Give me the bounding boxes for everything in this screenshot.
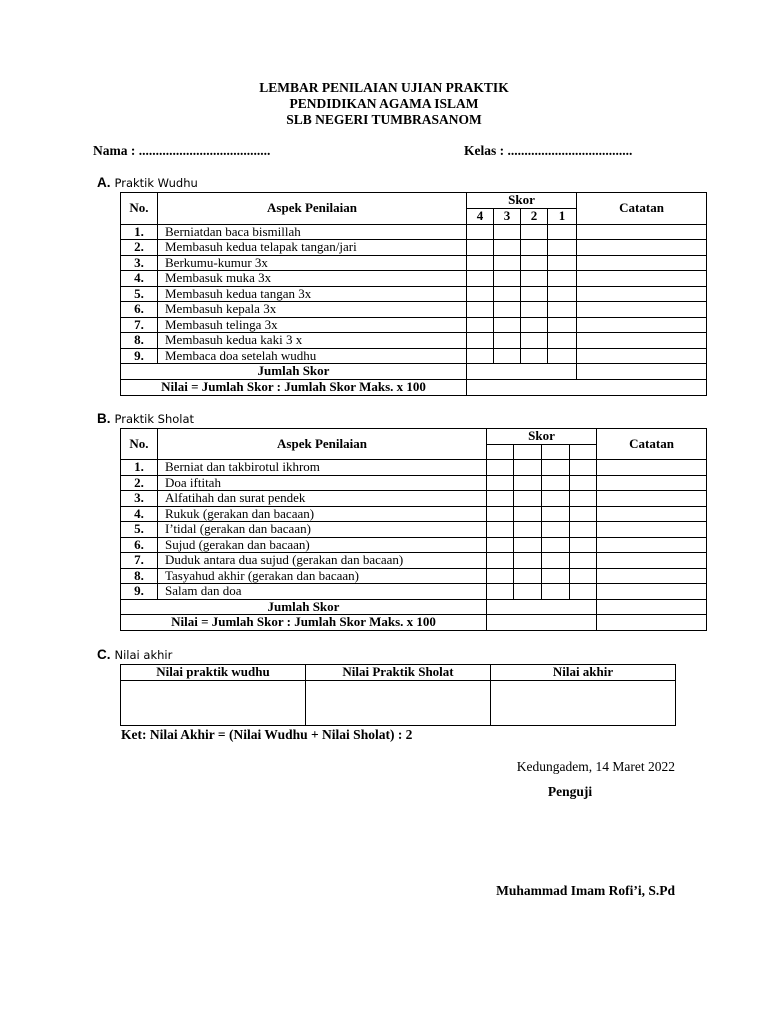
notes-cell[interactable] xyxy=(577,317,707,333)
row-aspect: Membasuh kedua tangan 3x xyxy=(158,286,467,302)
col-aspek-header: Aspek Penilaian xyxy=(158,193,467,225)
place-date: Kedungadem, 14 Maret 2022 xyxy=(516,759,675,774)
notes-cell[interactable] xyxy=(577,271,707,287)
notes-cell[interactable] xyxy=(597,568,707,584)
score-cell[interactable] xyxy=(494,271,521,287)
row-number: 7. xyxy=(121,553,158,569)
score-cell[interactable] xyxy=(487,475,514,491)
score-cell[interactable] xyxy=(494,333,521,349)
score-cell[interactable] xyxy=(467,348,494,364)
score-cell[interactable] xyxy=(487,491,514,507)
nilai-akhir-cell[interactable] xyxy=(491,681,676,726)
col-catatan-header: Catatan xyxy=(597,429,707,460)
notes-cell[interactable] xyxy=(577,364,707,380)
row-number: 2. xyxy=(121,475,158,491)
nama-field: Nama : ....................................... xyxy=(93,143,271,158)
examiner-name: Muhammad Imam Rofi’i, S.Pd xyxy=(496,883,675,898)
score-cell[interactable] xyxy=(487,568,514,584)
total-row xyxy=(121,599,707,615)
row-number: 4. xyxy=(121,506,158,522)
score-cell[interactable] xyxy=(570,460,597,476)
nilai-wudhu-header: Nilai praktik wudhu xyxy=(121,665,306,681)
score-cell[interactable] xyxy=(494,286,521,302)
nilai-sholat-header: Nilai Praktik Sholat xyxy=(306,665,491,681)
score-cell[interactable] xyxy=(467,333,494,349)
notes-cell[interactable] xyxy=(597,460,707,476)
table-row xyxy=(121,302,707,318)
sholat-rows xyxy=(121,460,707,631)
score-cell[interactable] xyxy=(542,584,570,600)
row-aspect: Duduk antara dua sujud (gerakan dan bacaan) xyxy=(158,553,487,569)
score-cell[interactable] xyxy=(570,475,597,491)
total-row xyxy=(121,364,707,380)
table-row xyxy=(121,348,707,364)
section-b-title: Praktik Sholat xyxy=(114,412,195,426)
nilai-akhir-header: Nilai akhir xyxy=(491,665,676,681)
section-c-heading xyxy=(97,647,172,663)
jumlah-skor-cell[interactable] xyxy=(467,364,577,380)
score-cell[interactable] xyxy=(514,568,542,584)
score-cell[interactable] xyxy=(514,491,542,507)
score-cell[interactable] xyxy=(514,584,542,600)
row-aspect: Berniatdan baca bismillah xyxy=(158,224,467,240)
table-row xyxy=(121,224,707,240)
col-skor-header: Skor xyxy=(487,429,597,445)
row-number: 2. xyxy=(121,240,158,256)
table-row xyxy=(121,522,707,538)
table-row xyxy=(121,475,707,491)
row-aspect: Berniat dan takbirotul ikhrom xyxy=(158,460,487,476)
score-cell[interactable] xyxy=(542,475,570,491)
row-aspect: Tasyahud akhir (gerakan dan bacaan) xyxy=(158,568,487,584)
row-aspect: Doa iftitah xyxy=(158,475,487,491)
score-3-header: 3 xyxy=(494,209,521,225)
score-cell[interactable] xyxy=(548,302,577,318)
table-row xyxy=(121,506,707,522)
score-cell[interactable] xyxy=(494,348,521,364)
score-cell[interactable] xyxy=(494,224,521,240)
jumlah-skor-label: Jumlah Skor xyxy=(121,599,487,615)
col-no-header: No. xyxy=(121,193,158,225)
wudhu-table xyxy=(120,192,707,396)
notes-cell[interactable] xyxy=(577,286,707,302)
score-cell[interactable] xyxy=(494,240,521,256)
col-skor-header: Skor xyxy=(467,193,577,209)
section-b-heading xyxy=(97,411,194,427)
score-cell[interactable] xyxy=(542,522,570,538)
score-cell[interactable] xyxy=(467,302,494,318)
score-cell[interactable] xyxy=(521,240,548,256)
nilai-cell[interactable] xyxy=(487,615,597,631)
row-number: 3. xyxy=(121,255,158,271)
section-b-letter: B. xyxy=(97,411,111,426)
notes-cell[interactable] xyxy=(597,553,707,569)
score-cell[interactable] xyxy=(514,506,542,522)
section-a-title: Praktik Wudhu xyxy=(114,176,198,190)
notes-cell[interactable] xyxy=(597,537,707,553)
notes-cell[interactable] xyxy=(597,475,707,491)
table-row xyxy=(121,240,707,256)
nilai-formula-label: Nilai = Jumlah Skor : Jumlah Skor Maks. x 100 xyxy=(121,379,467,395)
score-cell[interactable] xyxy=(467,255,494,271)
row-number: 6. xyxy=(121,302,158,318)
title-line-1: LEMBAR PENILAIAN UJIAN PRAKTIK xyxy=(259,80,509,95)
notes-cell[interactable] xyxy=(577,240,707,256)
row-aspect: Salam dan doa xyxy=(158,584,487,600)
row-number: 7. xyxy=(121,317,158,333)
wudhu-rows xyxy=(121,224,707,395)
kelas-field: Kelas : ..................................... xyxy=(464,143,633,158)
score-header xyxy=(542,445,570,460)
row-aspect: Membaca doa setelah wudhu xyxy=(158,348,467,364)
row-aspect: I’tidal (gerakan dan bacaan) xyxy=(158,522,487,538)
section-a-letter: A. xyxy=(97,175,111,190)
row-number: 5. xyxy=(121,286,158,302)
nilai-cell[interactable] xyxy=(467,379,707,395)
row-number: 6. xyxy=(121,537,158,553)
row-number: 4. xyxy=(121,271,158,287)
score-cell[interactable] xyxy=(467,224,494,240)
notes-cell[interactable] xyxy=(577,348,707,364)
row-aspect: Berkumu-kumur 3x xyxy=(158,255,467,271)
document-title xyxy=(0,80,768,128)
score-cell[interactable] xyxy=(514,522,542,538)
table-row xyxy=(121,553,707,569)
section-c-title: Nilai akhir xyxy=(114,648,173,662)
score-cell[interactable] xyxy=(467,286,494,302)
notes-cell[interactable] xyxy=(597,599,707,615)
row-aspect: Membasuk muka 3x xyxy=(158,271,467,287)
table-row xyxy=(121,491,707,507)
row-number: 9. xyxy=(121,584,158,600)
score-cell[interactable] xyxy=(521,255,548,271)
table-row xyxy=(121,584,707,600)
jumlah-skor-cell[interactable] xyxy=(487,599,597,615)
col-catatan-header: Catatan xyxy=(577,193,707,225)
score-cell[interactable] xyxy=(521,224,548,240)
table-row xyxy=(121,568,707,584)
row-aspect: Membasuh kepala 3x xyxy=(158,302,467,318)
score-cell[interactable] xyxy=(521,348,548,364)
score-cell[interactable] xyxy=(542,506,570,522)
final-score-table xyxy=(120,664,676,726)
score-cell[interactable] xyxy=(570,506,597,522)
notes-cell[interactable] xyxy=(577,333,707,349)
table-row xyxy=(121,271,707,287)
notes-cell[interactable] xyxy=(577,255,707,271)
row-number: 5. xyxy=(121,522,158,538)
score-cell[interactable] xyxy=(521,333,548,349)
score-header xyxy=(487,445,514,460)
score-cell[interactable] xyxy=(570,584,597,600)
notes-cell[interactable] xyxy=(577,302,707,318)
score-cell[interactable] xyxy=(570,491,597,507)
col-aspek-header: Aspek Penilaian xyxy=(158,429,487,460)
score-cell[interactable] xyxy=(570,522,597,538)
nilai-sholat-cell[interactable] xyxy=(306,681,491,726)
score-cell[interactable] xyxy=(494,302,521,318)
score-cell[interactable] xyxy=(494,317,521,333)
score-cell[interactable] xyxy=(487,460,514,476)
score-cell[interactable] xyxy=(487,506,514,522)
table-row xyxy=(121,333,707,349)
score-cell[interactable] xyxy=(570,553,597,569)
score-cell[interactable] xyxy=(521,317,548,333)
notes-cell[interactable] xyxy=(597,615,707,631)
score-cell[interactable] xyxy=(514,475,542,491)
score-cell[interactable] xyxy=(548,348,577,364)
examiner-role: Penguji xyxy=(547,784,593,799)
score-cell[interactable] xyxy=(548,317,577,333)
row-aspect: Sujud (gerakan dan bacaan) xyxy=(158,537,487,553)
score-cell[interactable] xyxy=(521,271,548,287)
title-line-2: PENDIDIKAN AGAMA ISLAM xyxy=(289,96,479,111)
row-aspect: Alfatihah dan surat pendek xyxy=(158,491,487,507)
title-line-3: SLB NEGERI TUMBRASANOM xyxy=(286,112,482,127)
score-4-header: 4 xyxy=(467,209,494,225)
sholat-table xyxy=(120,428,707,631)
row-number: 3. xyxy=(121,491,158,507)
score-cell[interactable] xyxy=(494,255,521,271)
score-cell[interactable] xyxy=(542,491,570,507)
notes-cell[interactable] xyxy=(597,584,707,600)
row-aspect: Membasuh kedua kaki 3 x xyxy=(158,333,467,349)
score-cell[interactable] xyxy=(487,537,514,553)
score-cell[interactable] xyxy=(487,584,514,600)
score-header xyxy=(570,445,597,460)
jumlah-skor-label: Jumlah Skor xyxy=(121,364,467,380)
table-row xyxy=(121,286,707,302)
table-row xyxy=(121,317,707,333)
formula-note: Ket: Nilai Akhir = (Nilai Wudhu + Nilai Sholat) : 2 xyxy=(121,727,413,742)
col-no-header: No. xyxy=(121,429,158,460)
score-cell[interactable] xyxy=(514,460,542,476)
section-c-letter: C. xyxy=(97,647,111,662)
score-cell[interactable] xyxy=(521,302,548,318)
row-number: 8. xyxy=(121,568,158,584)
table-row xyxy=(121,537,707,553)
score-cell[interactable] xyxy=(514,537,542,553)
row-number: 1. xyxy=(121,460,158,476)
score-cell[interactable] xyxy=(548,240,577,256)
score-cell[interactable] xyxy=(487,553,514,569)
formula-row xyxy=(121,379,707,395)
table-row xyxy=(121,460,707,476)
notes-cell[interactable] xyxy=(597,522,707,538)
formula-row xyxy=(121,615,707,631)
score-cell[interactable] xyxy=(548,271,577,287)
row-number: 1. xyxy=(121,224,158,240)
score-cell[interactable] xyxy=(570,537,597,553)
row-number: 9. xyxy=(121,348,158,364)
score-2-header: 2 xyxy=(521,209,548,225)
score-cell[interactable] xyxy=(542,568,570,584)
score-cell[interactable] xyxy=(542,537,570,553)
score-cell[interactable] xyxy=(487,522,514,538)
row-aspect: Rukuk (gerakan dan bacaan) xyxy=(158,506,487,522)
score-cell[interactable] xyxy=(542,460,570,476)
notes-cell[interactable] xyxy=(597,491,707,507)
row-number: 8. xyxy=(121,333,158,349)
score-cell[interactable] xyxy=(548,286,577,302)
nilai-wudhu-cell[interactable] xyxy=(121,681,306,726)
score-cell[interactable] xyxy=(548,255,577,271)
score-cell[interactable] xyxy=(548,333,577,349)
row-aspect: Membasuh kedua telapak tangan/jari xyxy=(158,240,467,256)
score-cell[interactable] xyxy=(467,240,494,256)
score-cell[interactable] xyxy=(521,286,548,302)
score-cell[interactable] xyxy=(467,271,494,287)
score-header xyxy=(514,445,542,460)
score-cell[interactable] xyxy=(570,568,597,584)
nilai-formula-label: Nilai = Jumlah Skor : Jumlah Skor Maks. x 100 xyxy=(121,615,487,631)
score-cell[interactable] xyxy=(467,317,494,333)
score-cell[interactable] xyxy=(548,224,577,240)
score-cell[interactable] xyxy=(542,553,570,569)
section-a-heading xyxy=(97,175,198,191)
table-row xyxy=(121,255,707,271)
score-1-header: 1 xyxy=(548,209,577,225)
row-aspect: Membasuh telinga 3x xyxy=(158,317,467,333)
notes-cell[interactable] xyxy=(577,224,707,240)
notes-cell[interactable] xyxy=(597,506,707,522)
score-cell[interactable] xyxy=(514,553,542,569)
